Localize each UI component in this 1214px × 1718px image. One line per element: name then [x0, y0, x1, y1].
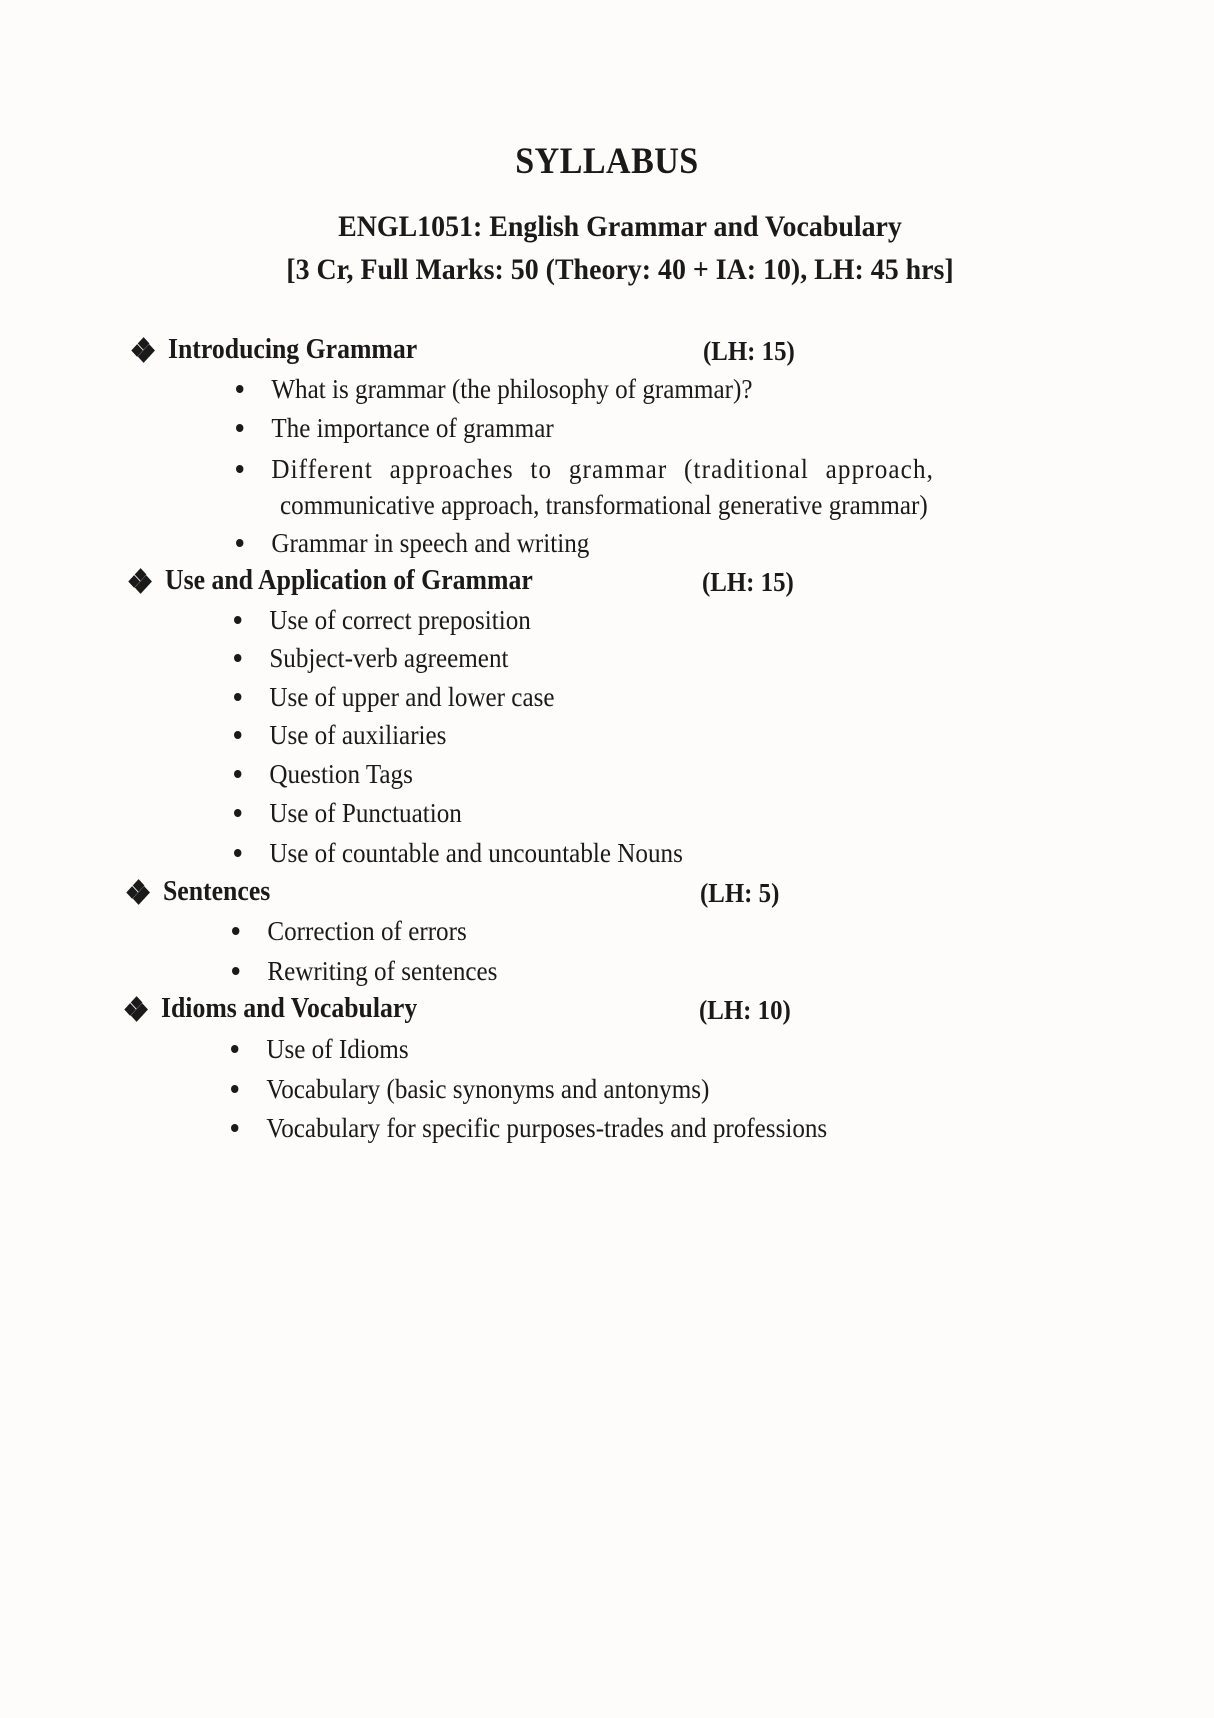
document-title: SYLLABUS: [515, 141, 699, 182]
list-item: [234, 718, 446, 752]
list-item: [234, 603, 531, 637]
bullet-dot-icon: [234, 616, 241, 624]
lecture-hours: (LH: 15): [702, 567, 794, 597]
list-item: [236, 372, 752, 406]
bullet-dot-icon: [232, 967, 239, 975]
list-item-text: Grammar in speech and writing: [271, 528, 590, 558]
list-item-text: Question Tags: [269, 759, 413, 789]
list-item: [232, 914, 467, 948]
list-item-text: Different approaches to grammar (traditional approach,: [271, 454, 935, 484]
list-item: [234, 796, 462, 830]
list-item: [236, 411, 554, 445]
bullet-dot-icon: [232, 927, 239, 935]
list-item-text: Use of upper and lower case: [269, 682, 555, 712]
list-item-text: Vocabulary (basic synonyms and antonyms): [266, 1074, 710, 1104]
section-heading-use-and-application: [130, 565, 533, 597]
four-diamond-icon: [133, 339, 153, 361]
bullet-dot-icon: [231, 1045, 238, 1053]
bullet-dot-icon: [234, 770, 241, 778]
list-item-text: communicative approach, transformational generative grammar): [280, 490, 928, 520]
list-item: [234, 680, 555, 714]
list-item: [232, 954, 497, 988]
bullet-dot-icon: [234, 654, 241, 662]
list-item-text: Correction of errors: [267, 916, 467, 946]
bullet-dot-icon: [236, 424, 243, 432]
list-item: [234, 836, 683, 870]
bullet-dot-icon: [234, 809, 241, 817]
section-heading-introducing-grammar: [133, 334, 417, 366]
bullet-dot-icon: [234, 731, 241, 739]
bullet-dot-icon: [236, 465, 243, 473]
bullet-dot-icon: [236, 539, 243, 547]
list-item-text: Use of auxiliaries: [269, 720, 447, 750]
list-item: [231, 1072, 709, 1106]
lecture-hours: (LH: 5): [700, 878, 780, 908]
lecture-hours: (LH: 15): [703, 336, 795, 366]
bullet-dot-icon: [236, 385, 243, 393]
bullet-dot-icon: [231, 1085, 238, 1093]
section-heading-text: Sentences: [162, 876, 271, 907]
lecture-hours: (LH: 10): [699, 995, 791, 1025]
list-item: [236, 452, 934, 486]
four-diamond-icon: [130, 570, 150, 592]
list-item: [231, 1111, 827, 1145]
bullet-dot-icon: [234, 693, 241, 701]
list-item-text: What is grammar (the philosophy of grammar)?: [271, 374, 753, 404]
list-item-text: Use of Idioms: [266, 1034, 409, 1064]
list-item: [236, 526, 589, 560]
bullet-dot-icon: [234, 849, 241, 857]
list-item-text: Rewriting of sentences: [267, 956, 498, 986]
list-item-text: Use of correct preposition: [269, 605, 531, 635]
list-item: [234, 641, 508, 675]
list-item-text: Use of countable and uncountable Nouns: [269, 838, 683, 868]
course-credits: [3 Cr, Full Marks: 50 (Theory: 40 + IA: 10), LH: 45 hrs]: [286, 253, 954, 286]
list-item-text: Use of Punctuation: [269, 798, 462, 828]
list-item-text: Vocabulary for specific purposes-trades and professions: [266, 1113, 828, 1143]
list-item-continuation: [280, 488, 928, 522]
four-diamond-icon: [128, 881, 148, 903]
section-heading-text: Use and Application of Grammar: [164, 565, 533, 596]
four-diamond-icon: [126, 998, 146, 1020]
section-heading-text: Idioms and Vocabulary: [160, 993, 418, 1024]
list-item: [231, 1032, 409, 1066]
list-item-text: Subject-verb agreement: [269, 643, 509, 673]
bullet-dot-icon: [231, 1124, 238, 1132]
section-heading-idioms-and-vocabulary: [126, 993, 417, 1025]
section-heading-text: Introducing Grammar: [167, 334, 418, 365]
list-item-text: The importance of grammar: [271, 413, 554, 443]
course-title: ENGL1051: English Grammar and Vocabulary: [338, 210, 902, 243]
list-item: [234, 757, 413, 791]
section-heading-sentences: [128, 876, 270, 908]
